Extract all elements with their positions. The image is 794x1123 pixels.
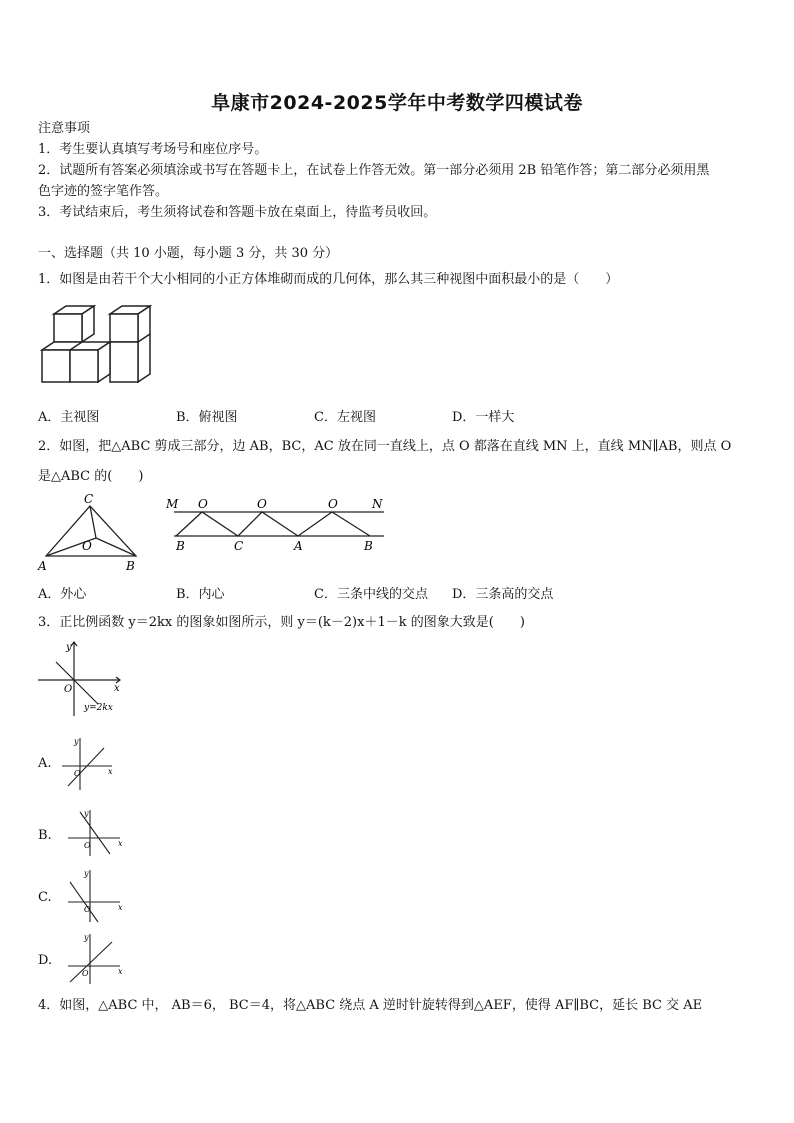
q3-option-d-graph (66, 932, 128, 986)
q2-line-label-c: C (234, 539, 244, 553)
q3-option-a[interactable]: A. (38, 756, 52, 771)
q2-line-label-o3: O (328, 497, 338, 511)
q3-option-a-graph (60, 736, 120, 794)
q3-a-y: y (74, 737, 79, 746)
q3-main-graph (36, 638, 128, 720)
notice-item-2-cont: 色字迹的签字笔作答。 (38, 184, 169, 199)
q2-stem-1: 2．如图，把△ABC 剪成三部分，边 AB，BC，AC 放在同一直线上，点 O 都落在直线 MN 上，直线 MN∥AB，则点 O (38, 439, 732, 454)
page-title: 阜康市2024-2025学年中考数学四模试卷 (211, 92, 583, 114)
q3-d-x: x (118, 967, 123, 976)
q2-tri-label-b: B (126, 559, 135, 573)
q2-tri-label-o: O (82, 539, 92, 553)
q3-main-x-label: x (114, 683, 120, 694)
q3-d-y: y (84, 933, 89, 942)
q3-option-d[interactable]: D. (38, 953, 53, 968)
q3-option-c-graph (66, 868, 128, 924)
q2-option-d[interactable]: D．三条高的交点 (452, 587, 554, 602)
notice-item-2: 2．试题所有答案必须填涂或书写在答题卡上，在试卷上作答无效。第一部分必须用 2B 铅笔作答；第二部分必须用黑 (38, 163, 710, 178)
q1-option-b[interactable]: B．俯视图 (176, 410, 238, 425)
q3-option-c[interactable]: C. (38, 890, 52, 905)
q3-option-b-graph (66, 808, 128, 858)
q3-c-x: x (118, 903, 123, 912)
q1-option-c[interactable]: C．左视图 (314, 410, 376, 425)
q3-option-b[interactable]: B. (38, 828, 52, 843)
q3-c-y: y (84, 869, 89, 878)
q1-option-a[interactable]: A．主视图 (38, 410, 100, 425)
q3-main-y-label: y (66, 642, 72, 653)
notice-item-1: 1．考生要认真填写考场号和座位序号。 (38, 142, 268, 157)
q3-c-o: O (84, 905, 91, 914)
q2-line-label-a: A (294, 539, 303, 553)
q4-stem: 4．如图，△ABC 中， AB＝6， BC＝4，将△ABC 绕点 A 逆时针旋转得到△AEF，使得 AF∥BC，延长 BC 交 AE (38, 998, 703, 1013)
q2-line-figure (162, 492, 394, 554)
q3-b-y: y (84, 809, 89, 818)
q2-triangle-figure (36, 492, 146, 574)
q3-main-o-label: O (64, 684, 73, 695)
q3-a-x: x (108, 767, 113, 776)
q3-d-o: O (82, 969, 89, 978)
q2-line-label-b2: B (364, 539, 373, 553)
q2-line-label-b1: B (176, 539, 185, 553)
q2-option-a[interactable]: A．外心 (38, 587, 87, 602)
q2-option-b[interactable]: B．内心 (176, 587, 225, 602)
notice-heading: 注意事项 (38, 121, 91, 136)
q3-main-fn-label: y=2kx (84, 703, 113, 713)
q1-cube-figure (38, 302, 156, 388)
q2-line-label-n: N (372, 497, 383, 511)
q2-stem-2: 是△ABC 的( ) (38, 469, 144, 484)
q3-stem: 3．正比例函数 y＝2kx 的图象如图所示，则 y＝(k－2)x＋1－k 的图象大致是( ) (38, 615, 525, 630)
q3-b-x: x (118, 839, 123, 848)
q2-tri-label-c: C (84, 492, 94, 506)
q3-a-o: O (74, 769, 81, 778)
q1-option-d[interactable]: D．一样大 (452, 410, 515, 425)
section-heading: 一、选择题（共 10 小题，每小题 3 分，共 30 分） (38, 246, 339, 261)
q2-option-c[interactable]: C．三条中线的交点 (314, 587, 428, 602)
q3-b-o: O (84, 841, 91, 850)
q2-line-label-o1: O (198, 497, 208, 511)
q2-line-label-o2: O (257, 497, 267, 511)
q2-tri-label-a: A (38, 559, 47, 573)
notice-item-3: 3．考试结束后，考生须将试卷和答题卡放在桌面上，待监考员收回。 (38, 205, 437, 220)
q2-line-label-m: M (166, 497, 179, 511)
q1-stem: 1．如图是由若干个大小相同的小正方体堆砌而成的几何体，那么其三种视图中面积最小的是（ ） (38, 272, 619, 287)
